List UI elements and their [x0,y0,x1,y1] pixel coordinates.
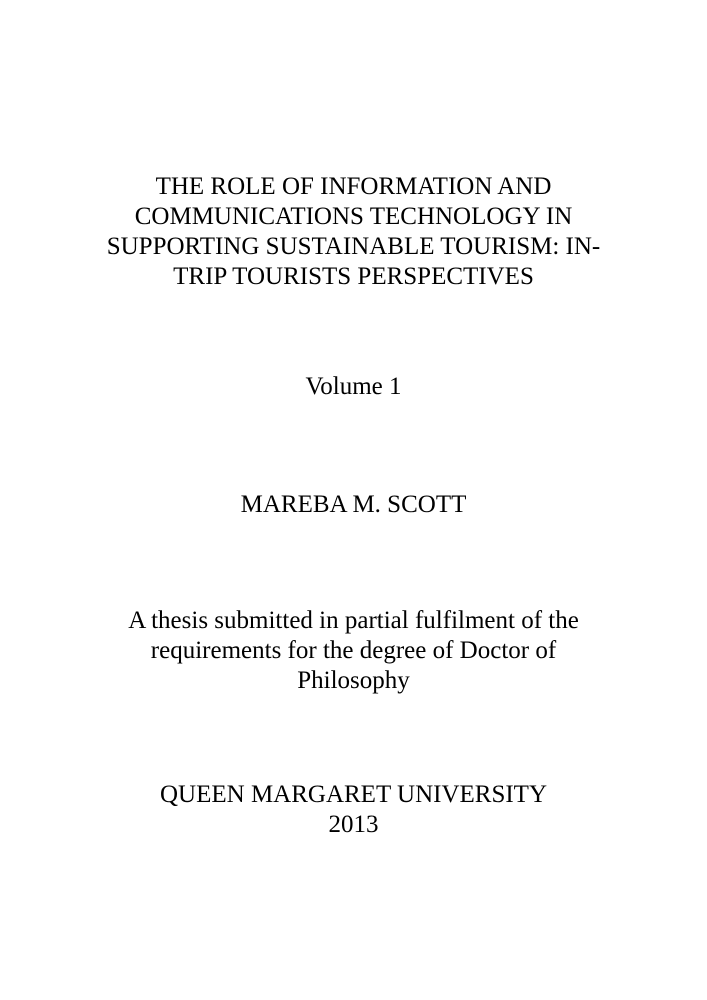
statement-line: A thesis submitted in partial fulfilment of the [128,607,579,634]
statement-line: Philosophy [297,667,410,694]
degree-statement [0,606,707,696]
author-name [0,490,707,520]
institution-name: QUEEN MARGARET UNIVERSITY [159,781,548,808]
volume-label [0,372,707,402]
institution-block [0,780,707,840]
author-text: MAREBA M. SCOTT [240,491,467,518]
volume-text: Volume 1 [305,373,402,400]
thesis-title [0,172,707,292]
title-line: SUPPORTING SUSTAINABLE TOURISM: IN- [106,233,601,260]
submission-year: 2013 [328,811,379,838]
statement-line: requirements for the degree of Doctor of [150,637,557,664]
title-line: TRIP TOURISTS PERSPECTIVES [173,263,534,290]
title-line: THE ROLE OF INFORMATION AND [155,173,552,200]
title-line: COMMUNICATIONS TECHNOLOGY IN [134,203,573,230]
